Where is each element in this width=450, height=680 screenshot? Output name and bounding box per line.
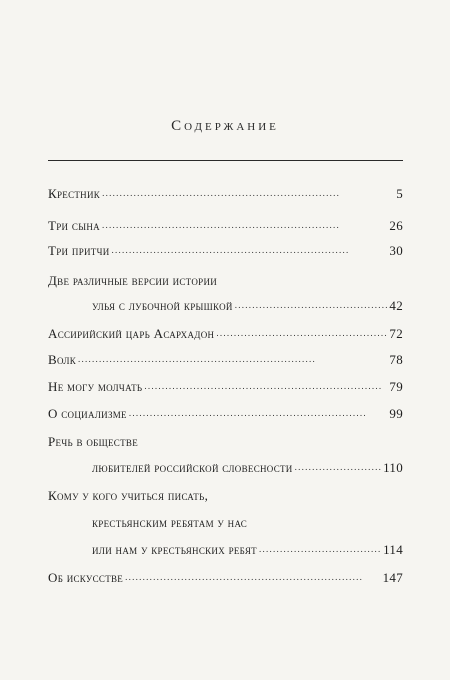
contents-heading: Содержание xyxy=(171,118,279,134)
toc-entry xyxy=(48,218,403,234)
toc-entry-title: О социализме xyxy=(48,406,127,421)
toc-entry-title: крестьянским ребятам у нас xyxy=(92,515,248,530)
toc-entry-page: 78 xyxy=(389,352,403,367)
toc-entry xyxy=(48,434,403,450)
toc-entry-title: любителей российской словесности xyxy=(92,460,293,475)
toc-entry-title: Три сына xyxy=(48,218,100,233)
toc-entry-title: Ассирийский царь Асархадон xyxy=(48,326,215,341)
toc-entry-title: улья с лубочной крышкой xyxy=(92,298,233,313)
dot-leader xyxy=(112,243,388,255)
toc-entry-page: 79 xyxy=(389,379,403,394)
toc-entry-title: Две различные версии истории xyxy=(48,273,218,288)
toc-entry-page: 110 xyxy=(383,460,403,475)
toc-entry-page: 147 xyxy=(382,570,403,585)
toc-entry xyxy=(48,326,403,342)
dot-leader xyxy=(216,326,387,338)
toc-entry-title: Кому у кого учиться писать, xyxy=(48,488,209,503)
toc-entry-continuation xyxy=(92,298,403,314)
toc-entry-title: Волк xyxy=(48,352,77,367)
toc-entry xyxy=(48,379,403,395)
dot-leader xyxy=(102,186,394,198)
toc-entry-continuation xyxy=(92,460,403,476)
heading-rule xyxy=(48,160,403,161)
dot-leader xyxy=(129,406,388,418)
dot-leader xyxy=(235,298,388,310)
toc-entry-title: Об искусстве xyxy=(48,570,124,585)
dot-leader xyxy=(102,218,387,230)
toc-entry-page: 99 xyxy=(389,406,403,421)
toc-entry xyxy=(48,243,403,259)
toc-entry-title: Три притчи xyxy=(48,243,110,258)
toc-entry-page: 72 xyxy=(389,326,403,341)
toc-entry-title: Крестник xyxy=(48,186,101,201)
toc-entry-page: 5 xyxy=(396,186,403,201)
dot-leader xyxy=(144,379,387,391)
toc-entry xyxy=(48,273,403,289)
toc-entry xyxy=(48,570,403,586)
toc-entry-page: 42 xyxy=(389,298,403,313)
toc-entry xyxy=(48,186,403,202)
toc-entry-title: Не могу молчать xyxy=(48,379,143,394)
toc-entry xyxy=(48,406,403,422)
toc-entry-continuation xyxy=(92,542,403,558)
toc-entry-page: 114 xyxy=(383,542,403,557)
toc-entry-page: 26 xyxy=(389,218,403,233)
dot-leader xyxy=(78,352,387,364)
toc-entry-title: или нам у крестьянских ребят xyxy=(92,542,257,557)
dot-leader xyxy=(295,460,381,472)
dot-leader xyxy=(259,542,381,554)
toc-entry-title: Речь в обществе xyxy=(48,434,138,449)
toc-entry xyxy=(48,488,403,504)
toc-entry-page: 30 xyxy=(389,243,403,258)
toc-entry xyxy=(48,352,403,368)
dot-leader xyxy=(125,570,380,582)
toc-entry-continuation xyxy=(92,515,403,531)
